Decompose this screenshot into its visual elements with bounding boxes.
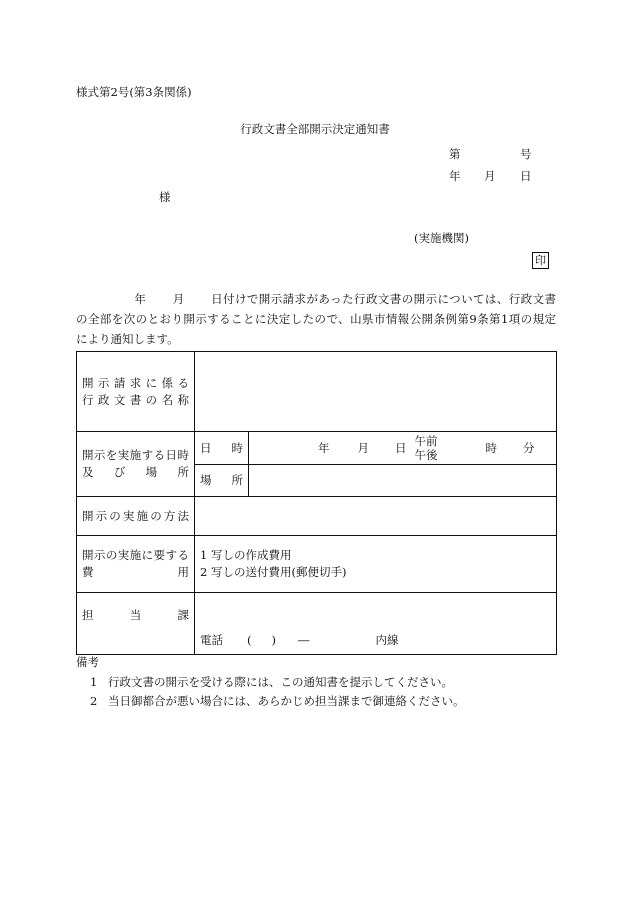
seal-stamp-box: 印	[532, 252, 549, 269]
cost-item-1: 1 写しの作成費用	[200, 548, 292, 562]
form-number: 様式第2号(第3条関係)	[76, 85, 192, 99]
datetime-place-label-line-1: 開示を実施する日時	[82, 448, 189, 462]
place-value[interactable]	[249, 465, 557, 497]
document-number-prefix: 第	[449, 147, 461, 161]
cost-label-line-1: 開示の実施に要する	[82, 548, 189, 562]
disclosure-details-table	[76, 351, 557, 655]
place-label-cell	[195, 465, 249, 497]
body-month: 月	[172, 292, 185, 306]
dt-day: 日	[395, 441, 407, 455]
remarks-title: 備考	[76, 655, 99, 669]
phone-dash: ―	[298, 633, 310, 647]
date-time-label-cell	[195, 432, 249, 465]
body-line-3: により通知します。	[76, 332, 179, 346]
method-value[interactable]	[195, 497, 557, 536]
cost-item-2: 2 写しの送付費用(郵便切手)	[200, 565, 347, 579]
body-line-1	[76, 292, 556, 312]
doc-name-value[interactable]	[195, 352, 557, 432]
document-number-suffix: 号	[520, 147, 532, 161]
method-label-cell	[77, 497, 195, 536]
doc-name-label-line-1: 開示請求に係る	[82, 375, 189, 390]
cost-label-cell	[77, 536, 195, 593]
issue-date-year: 年	[449, 169, 461, 183]
extension-label: 内線	[375, 633, 399, 647]
implementing-agency-label: (実施機関)	[414, 231, 469, 245]
body-year: 年	[134, 292, 147, 306]
body-line-1-text: 日付けで開示請求があった行政文書の開示については、行政文書	[210, 292, 557, 306]
date-time-label: 日 時	[200, 440, 243, 455]
dt-month: 月	[357, 441, 369, 455]
dept-label: 担当課	[82, 608, 189, 622]
dt-minute: 分	[523, 441, 535, 455]
phone-area-close: )	[271, 633, 276, 647]
cost-label-line-2: 費用	[82, 565, 189, 579]
remark-item: 1 行政文書の開示を受ける際には、この通知書を提示してください。	[90, 675, 453, 689]
phone-label: 電話	[200, 633, 223, 647]
datetime-place-label-cell	[77, 432, 195, 497]
phone-area-open: (	[247, 633, 252, 647]
remark-item: 2 当日御都合が悪い場合には、あらかじめ担当課まで御連絡ください。	[90, 694, 465, 708]
date-time-value[interactable]	[249, 432, 557, 465]
addressee-honorific: 様	[159, 190, 171, 204]
pm-label: 午後	[414, 448, 438, 462]
cost-items	[195, 536, 557, 593]
body-line-2: の全部を次のとおり開示することに決定したので、山県市情報公開条例第9条第1項の規定	[76, 312, 556, 326]
dt-hour: 時	[485, 441, 497, 455]
dept-label-cell	[77, 593, 195, 655]
datetime-place-label-line-2: 及び場所	[82, 465, 189, 479]
issue-date-month: 月	[484, 169, 496, 183]
am-pm-selector	[415, 434, 438, 462]
issue-date-day: 日	[520, 169, 532, 183]
dt-year: 年	[318, 441, 330, 455]
notice-body	[76, 292, 556, 352]
dept-contact-value[interactable]	[195, 593, 557, 655]
doc-name-label-cell	[77, 352, 195, 432]
document-title: 行政文書全部開示決定通知書	[240, 122, 390, 136]
place-label: 場 所	[200, 473, 243, 487]
doc-name-label-line-2: 行政文書の名称	[82, 392, 189, 407]
am-label: 午前	[414, 434, 438, 448]
method-label: 開示の実施の方法	[82, 508, 189, 523]
